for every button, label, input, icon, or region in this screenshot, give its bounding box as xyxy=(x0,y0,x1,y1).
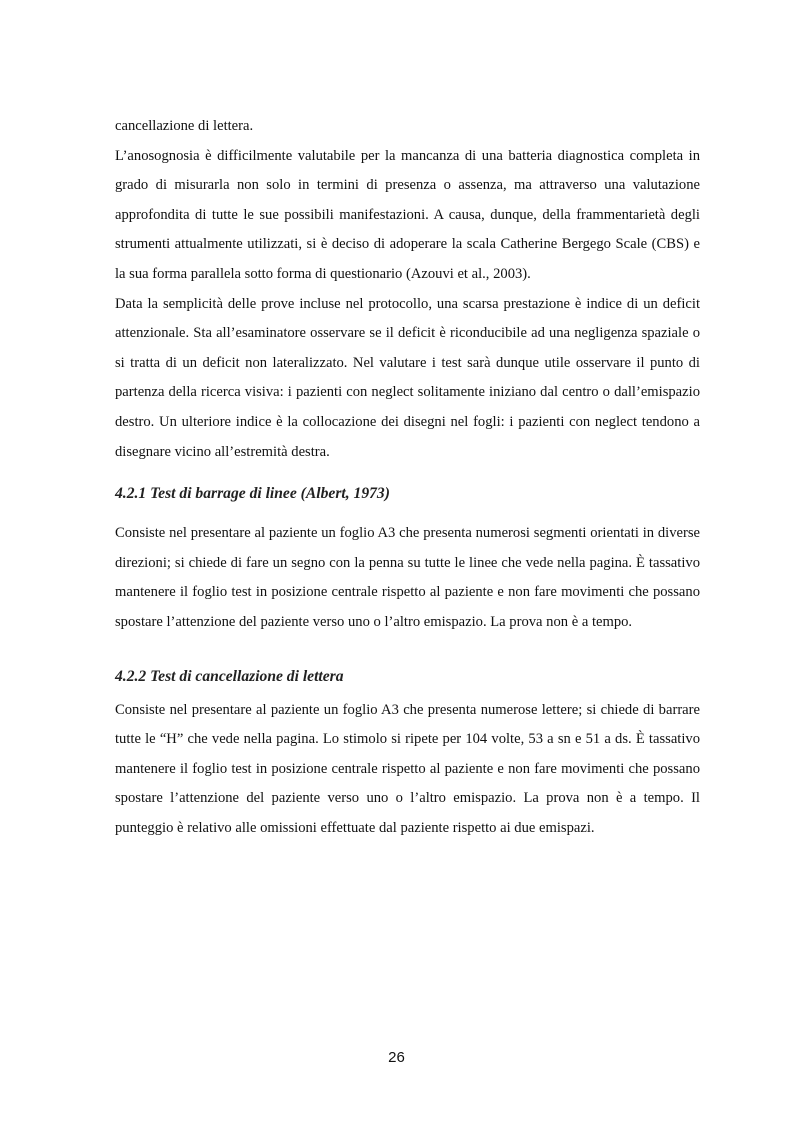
paragraph-continuation: cancellazione di lettera. xyxy=(115,118,254,134)
section-heading-line-barrage: 4.2.1 Test di barrage di linee (Albert, 1973) xyxy=(115,485,390,503)
paragraph-anosognosia: L’anosognosia è difficilmente valutabile per la mancanza di una batteria diagnostica completa in grado di misurarla non solo in termini di presenza o assenza, ma attraverso una valutazione approfondita di tutte le sue possibili manifestazioni. A causa, dunque, della frammentarietà degli strumenti attualmente utilizzati, si è deciso di adoperare la scala Catherine Bergego Scale (CBS) e la sua forma parallela sotto forma di questionario (Azouvi et al., 2003). xyxy=(115,147,700,282)
page-number: 26 xyxy=(388,1049,405,1066)
section-body-letter-cancellation: Consiste nel presentare al paziente un foglio A3 che presenta numerose lettere; si chiede di barrare tutte le “H” che vede nella pagina. Lo stimolo si ripete per 104 volte, 53 a sn e 51 a ds. È tassativo mantenere il foglio test in posizione centrale rispetto al paziente e non fare movimenti che possano spostare l’attenzione del paziente verso uno o l’altro emispazio. La prova non è a tempo. Il punteggio è relativo alle omissioni effettuate dal paziente rispetto ai due emispazi. xyxy=(115,701,700,836)
section-body-line-barrage: Consiste nel presentare al paziente un foglio A3 che presenta numerosi segmenti orientati in diverse direzioni; si chiede di fare un segno con la penna su tutte le linee che vede nella pagina. È tassativo mantenere il foglio test in posizione centrale rispetto al paziente e non fare movimenti che possano spostare l’attenzione del paziente verso uno o l’altro emispazio. La prova non è a tempo. xyxy=(115,525,700,630)
document-page xyxy=(115,112,700,843)
paragraph-attentional-deficit: Data la semplicità delle prove incluse nel protocollo, una scarsa prestazione è indice di un deficit attenzionale. Sta all’esaminatore osservare se il deficit è riconducibile ad una negligenza spaziale o si tratta di un deficit non lateralizzato. Nel valutare i test sarà dunque utile osservare il punto di partenza della ricerca visiva: i pazienti con neglect solitamente iniziano dal centro o dall’emispazio destro. Un ulteriore indice è la collocazione dei disegni nel fogli: i pazienti con neglect tendono a disegnare vicino all’estremità destra. xyxy=(115,295,700,460)
section-heading-letter-cancellation: 4.2.2 Test di cancellazione di lettera xyxy=(115,667,344,685)
